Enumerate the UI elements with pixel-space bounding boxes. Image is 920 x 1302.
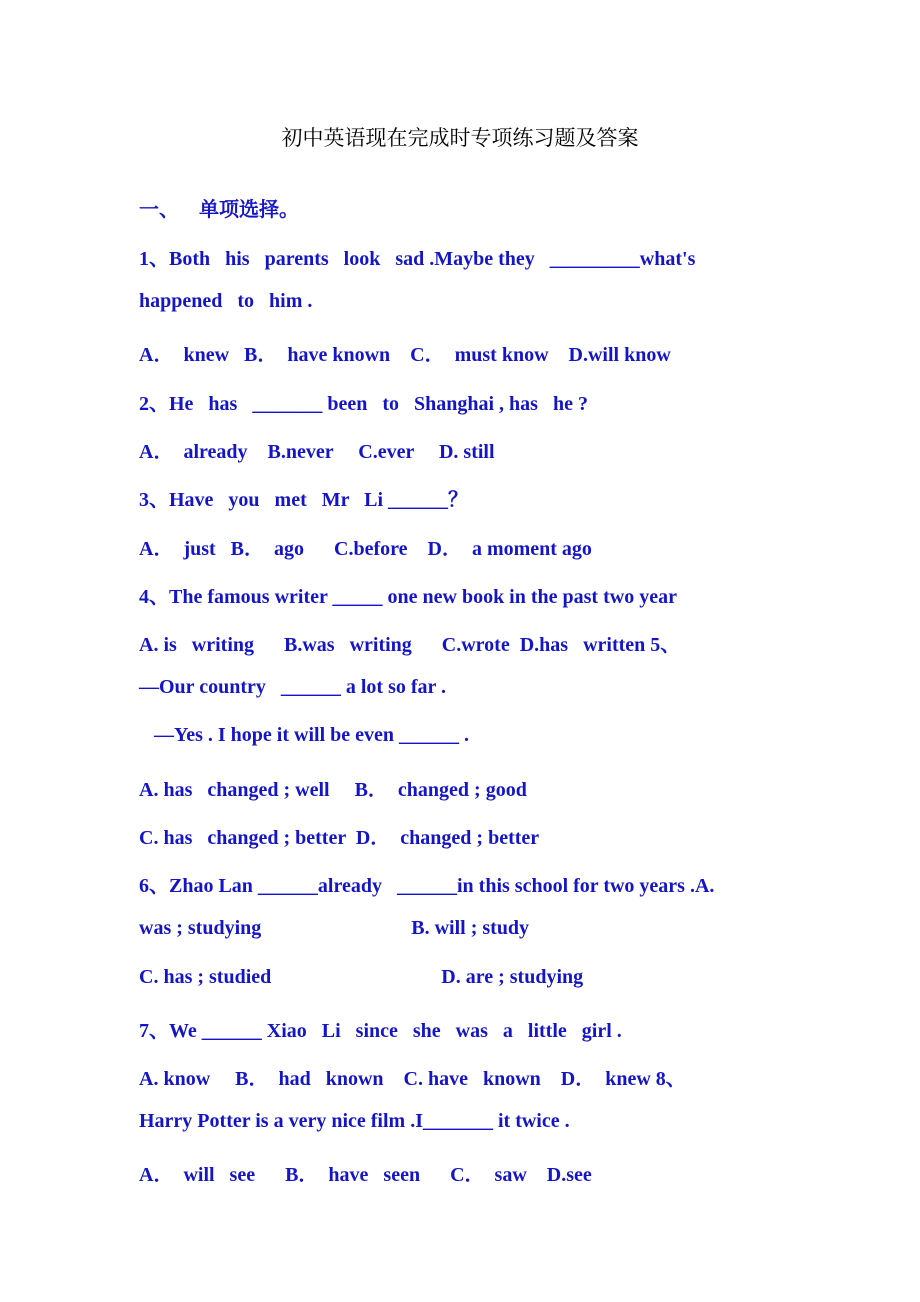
question-5-options-ab: A. has changed ; well B． changed ; good <box>139 779 527 801</box>
question-1-line-1: 1、Both his parents look sad .Maybe they _________what's <box>139 248 696 270</box>
question-6-options-ab: was ; studying B. will ; study <box>139 917 530 939</box>
question-3: 3、Have you met Mr Li ______？ <box>139 489 469 511</box>
question-6: 6、Zhao Lan ______already ______in this school for two years .A. <box>139 875 715 897</box>
section-heading: 一、 单项选择。 <box>139 199 299 221</box>
question-8-options: A． will see B． have seen C． saw D.see <box>139 1164 592 1186</box>
question-5-line-2: —Yes . I hope it will be even ______ . <box>139 724 469 746</box>
question-7-options: A. know B． had known C. have known D． knew 8、 <box>139 1068 686 1090</box>
page-title: 初中英语现在完成时专项练习题及答案 <box>281 126 639 150</box>
question-2: 2、He has _______ been to Shanghai , has he ? <box>139 393 588 415</box>
question-4: 4、The famous writer _____ one new book in the past two year <box>139 586 677 608</box>
question-6-options-cd: C. has ; studied D. are ; studying <box>139 966 584 988</box>
question-1-line-2: happened to him . <box>139 290 313 312</box>
question-4-options: A. is writing B.was writing C.wrote D.has written 5、 <box>139 634 681 656</box>
question-7: 7、We ______ Xiao Li since she was a little girl . <box>139 1020 622 1042</box>
question-8: Harry Potter is a very nice film .I_______ it twice . <box>139 1110 570 1132</box>
question-3-options: A． just B． ago C.before D． a moment ago <box>139 538 592 560</box>
question-5-options-cd: C. has changed ; better D． changed ; better <box>139 827 540 849</box>
question-5-line-1: —Our country ______ a lot so far . <box>139 676 447 698</box>
question-1-options: A． knew B． have known C． must know D.will know <box>139 344 671 366</box>
question-2-options: A． already B.never C.ever D. still <box>139 441 495 463</box>
